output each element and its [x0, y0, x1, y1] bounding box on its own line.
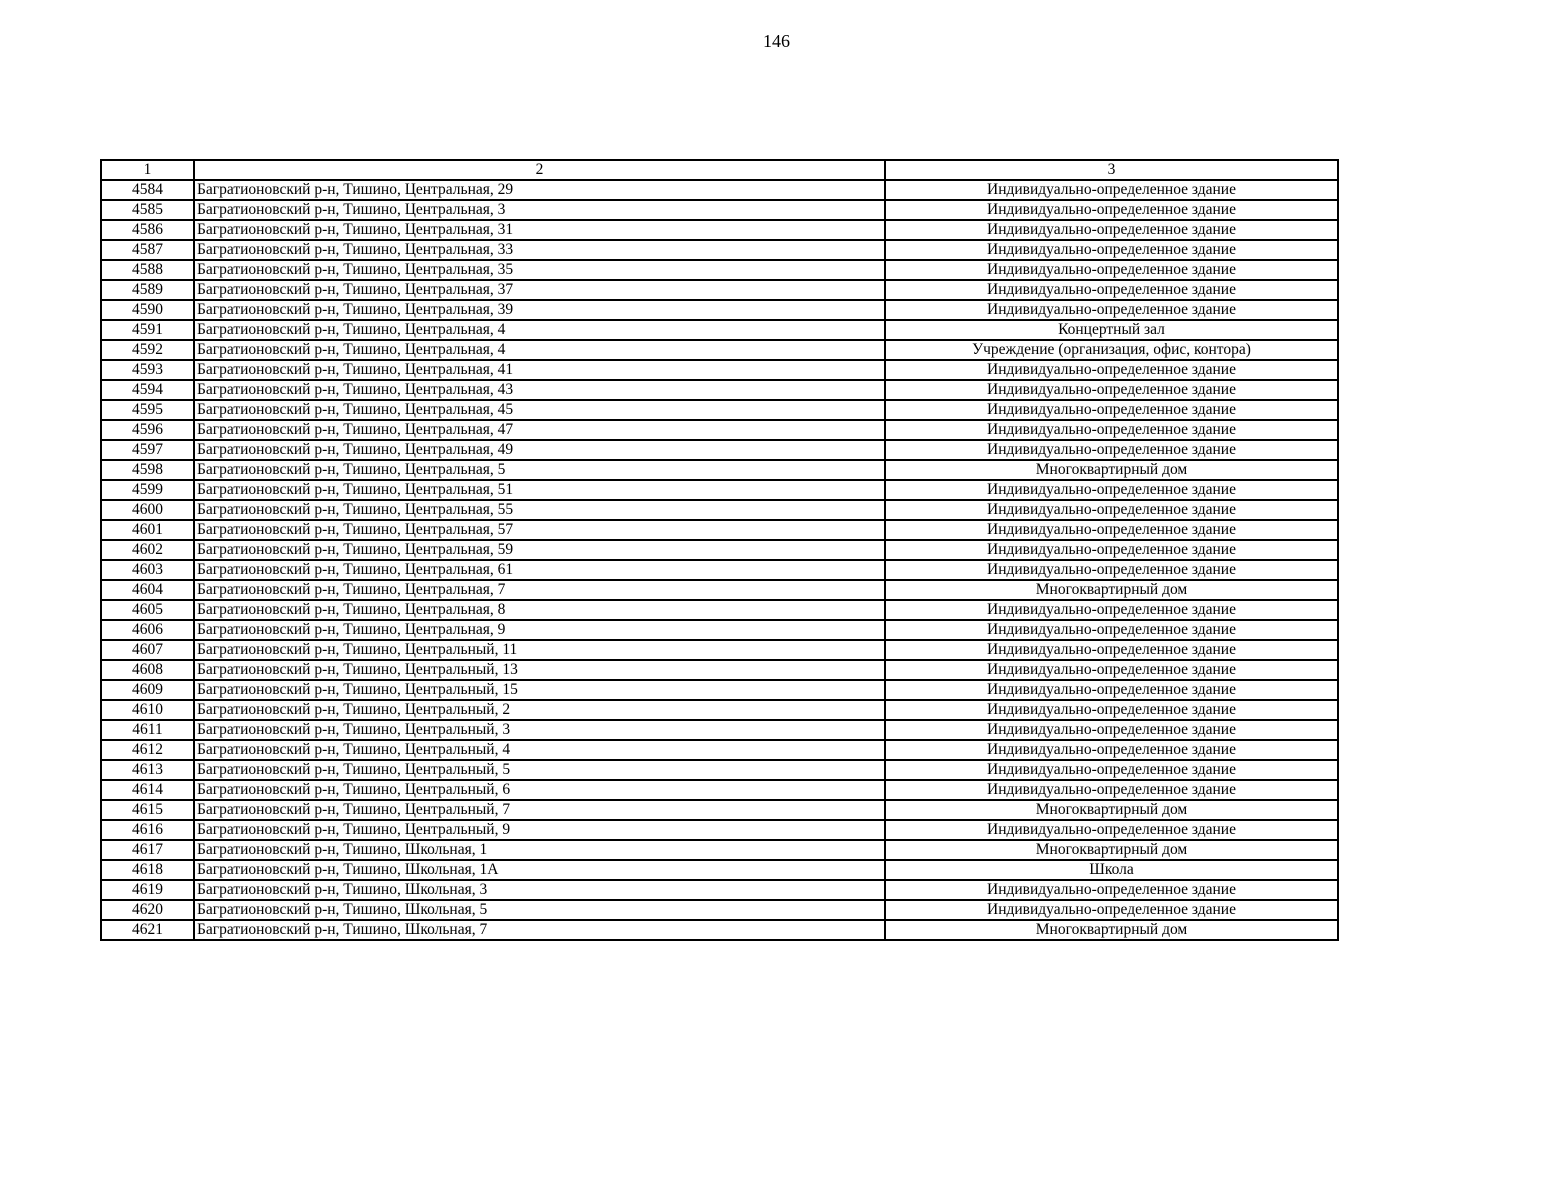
object-type-cell: Индивидуально-определенное здание [885, 640, 1338, 660]
address-cell: Багратионовский р-н, Тишино, Центральный, 11 [194, 640, 885, 660]
row-number-cell: 4616 [101, 820, 194, 840]
table-row [101, 340, 1338, 360]
row-number-cell: 4609 [101, 680, 194, 700]
table-row [101, 700, 1338, 720]
address-cell: Багратионовский р-н, Тишино, Школьная, 3 [194, 880, 885, 900]
table-row [101, 780, 1338, 800]
object-type-cell: Индивидуально-определенное здание [885, 760, 1338, 780]
address-cell: Багратионовский р-н, Тишино, Центральная, 35 [194, 260, 885, 280]
column-number-2: 2 [194, 160, 885, 180]
address-cell: Багратионовский р-н, Тишино, Центральная, 4 [194, 340, 885, 360]
row-number-cell: 4618 [101, 860, 194, 880]
row-number-cell: 4586 [101, 220, 194, 240]
row-number-cell: 4598 [101, 460, 194, 480]
address-cell: Багратионовский р-н, Тишино, Школьная, 5 [194, 900, 885, 920]
object-type-cell: Индивидуально-определенное здание [885, 420, 1338, 440]
row-number-cell: 4614 [101, 780, 194, 800]
table-row [101, 580, 1338, 600]
row-number-cell: 4584 [101, 180, 194, 200]
address-cell: Багратионовский р-н, Тишино, Центральная, 7 [194, 580, 885, 600]
table-row [101, 320, 1338, 340]
address-cell: Багратионовский р-н, Тишино, Центральная, 4 [194, 320, 885, 340]
row-number-cell: 4607 [101, 640, 194, 660]
row-number-cell: 4602 [101, 540, 194, 560]
address-cell: Багратионовский р-н, Тишино, Центральная, 59 [194, 540, 885, 560]
table-row [101, 800, 1338, 820]
object-type-cell: Индивидуально-определенное здание [885, 260, 1338, 280]
table-row [101, 720, 1338, 740]
object-type-cell: Индивидуально-определенное здание [885, 440, 1338, 460]
object-type-cell: Индивидуально-определенное здание [885, 200, 1338, 220]
table-row [101, 540, 1338, 560]
table-row [101, 760, 1338, 780]
address-cell: Багратионовский р-н, Тишино, Центральная, 39 [194, 300, 885, 320]
address-cell: Багратионовский р-н, Тишино, Центральная, 37 [194, 280, 885, 300]
table-row [101, 260, 1338, 280]
column-number-3: 3 [885, 160, 1338, 180]
object-type-cell: Индивидуально-определенное здание [885, 780, 1338, 800]
address-cell: Багратионовский р-н, Тишино, Центральная, 49 [194, 440, 885, 460]
address-cell: Багратионовский р-н, Тишино, Центральный, 5 [194, 760, 885, 780]
row-number-cell: 4587 [101, 240, 194, 260]
object-type-cell: Индивидуально-определенное здание [885, 700, 1338, 720]
row-number-cell: 4606 [101, 620, 194, 640]
address-cell: Багратионовский р-н, Тишино, Центральная, 45 [194, 400, 885, 420]
table-row [101, 740, 1338, 760]
row-number-cell: 4594 [101, 380, 194, 400]
object-type-cell: Многоквартирный дом [885, 460, 1338, 480]
table-row [101, 460, 1338, 480]
row-number-cell: 4619 [101, 880, 194, 900]
table-row [101, 360, 1338, 380]
object-type-cell: Индивидуально-определенное здание [885, 500, 1338, 520]
object-type-cell: Индивидуально-определенное здание [885, 480, 1338, 500]
table-row [101, 420, 1338, 440]
table-row [101, 400, 1338, 420]
row-number-cell: 4603 [101, 560, 194, 580]
table-row [101, 520, 1338, 540]
row-number-cell: 4610 [101, 700, 194, 720]
table-row [101, 380, 1338, 400]
address-cell: Багратионовский р-н, Тишино, Центральная, 9 [194, 620, 885, 640]
address-cell: Багратионовский р-н, Тишино, Школьная, 1 [194, 840, 885, 860]
column-number-1: 1 [101, 160, 194, 180]
address-cell: Багратионовский р-н, Тишино, Центральная, 8 [194, 600, 885, 620]
table-row [101, 600, 1338, 620]
object-type-cell: Индивидуально-определенное здание [885, 400, 1338, 420]
address-cell: Багратионовский р-н, Тишино, Центральная, 55 [194, 500, 885, 520]
row-number-cell: 4597 [101, 440, 194, 460]
address-cell: Багратионовский р-н, Тишино, Центральный, 6 [194, 780, 885, 800]
row-number-cell: 4620 [101, 900, 194, 920]
address-cell: Багратионовский р-н, Тишино, Центральный, 9 [194, 820, 885, 840]
object-type-cell: Индивидуально-определенное здание [885, 740, 1338, 760]
address-cell: Багратионовский р-н, Тишино, Центральная, 3 [194, 200, 885, 220]
address-cell: Багратионовский р-н, Тишино, Центральная, 33 [194, 240, 885, 260]
address-cell: Багратионовский р-н, Тишино, Центральный, 13 [194, 660, 885, 680]
object-type-cell: Индивидуально-определенное здание [885, 380, 1338, 400]
table-row [101, 180, 1338, 200]
row-number-cell: 4599 [101, 480, 194, 500]
object-type-cell: Индивидуально-определенное здание [885, 300, 1338, 320]
row-number-cell: 4617 [101, 840, 194, 860]
row-number-cell: 4612 [101, 740, 194, 760]
row-number-cell: 4615 [101, 800, 194, 820]
row-number-cell: 4593 [101, 360, 194, 380]
table-row [101, 220, 1338, 240]
object-type-cell: Индивидуально-определенное здание [885, 360, 1338, 380]
object-type-cell: Индивидуально-определенное здание [885, 660, 1338, 680]
table-row [101, 200, 1338, 220]
address-cell: Багратионовский р-н, Тишино, Центральная, 43 [194, 380, 885, 400]
table-row [101, 920, 1338, 940]
table-row [101, 440, 1338, 460]
object-type-cell: Индивидуально-определенное здание [885, 180, 1338, 200]
address-cell: Багратионовский р-н, Тишино, Школьная, 1А [194, 860, 885, 880]
address-cell: Багратионовский р-н, Тишино, Центральная, 61 [194, 560, 885, 580]
row-number-cell: 4595 [101, 400, 194, 420]
table-row [101, 640, 1338, 660]
table-row [101, 900, 1338, 920]
table-row [101, 300, 1338, 320]
address-cell: Багратионовский р-н, Тишино, Центральная, 47 [194, 420, 885, 440]
row-number-cell: 4585 [101, 200, 194, 220]
table-row [101, 860, 1338, 880]
row-number-cell: 4601 [101, 520, 194, 540]
object-type-cell: Индивидуально-определенное здание [885, 540, 1338, 560]
object-type-cell: Индивидуально-определенное здание [885, 820, 1338, 840]
object-type-cell: Индивидуально-определенное здание [885, 520, 1338, 540]
object-type-cell: Многоквартирный дом [885, 580, 1338, 600]
address-cell: Багратионовский р-н, Тишино, Центральная, 57 [194, 520, 885, 540]
object-type-cell: Индивидуально-определенное здание [885, 560, 1338, 580]
address-cell: Багратионовский р-н, Тишино, Центральная, 5 [194, 460, 885, 480]
object-type-cell: Многоквартирный дом [885, 840, 1338, 860]
address-cell: Багратионовский р-н, Тишино, Центральный, 3 [194, 720, 885, 740]
address-cell: Багратионовский р-н, Тишино, Центральный, 2 [194, 700, 885, 720]
row-number-cell: 4589 [101, 280, 194, 300]
table-row [101, 620, 1338, 640]
row-number-cell: 4605 [101, 600, 194, 620]
address-cell: Багратионовский р-н, Тишино, Школьная, 7 [194, 920, 885, 940]
object-type-cell: Индивидуально-определенное здание [885, 880, 1338, 900]
table-row [101, 660, 1338, 680]
row-number-cell: 4591 [101, 320, 194, 340]
table-row [101, 840, 1338, 860]
row-number-cell: 4590 [101, 300, 194, 320]
row-number-cell: 4611 [101, 720, 194, 740]
row-number-cell: 4613 [101, 760, 194, 780]
registry-table [100, 159, 1339, 941]
table-row [101, 240, 1338, 260]
page-number: 146 [763, 31, 790, 51]
object-type-cell: Индивидуально-определенное здание [885, 900, 1338, 920]
table-row [101, 680, 1338, 700]
address-cell: Багратионовский р-н, Тишино, Центральный, 4 [194, 740, 885, 760]
object-type-cell: Индивидуально-определенное здание [885, 720, 1338, 740]
object-type-cell: Многоквартирный дом [885, 920, 1338, 940]
object-type-cell: Школа [885, 860, 1338, 880]
address-cell: Багратионовский р-н, Тишино, Центральная, 41 [194, 360, 885, 380]
object-type-cell: Многоквартирный дом [885, 800, 1338, 820]
row-number-cell: 4596 [101, 420, 194, 440]
row-number-cell: 4588 [101, 260, 194, 280]
object-type-cell: Индивидуально-определенное здание [885, 600, 1338, 620]
address-cell: Багратионовский р-н, Тишино, Центральная, 29 [194, 180, 885, 200]
object-type-cell: Индивидуально-определенное здание [885, 240, 1338, 260]
table-row [101, 280, 1338, 300]
address-cell: Багратионовский р-н, Тишино, Центральная, 31 [194, 220, 885, 240]
table-row [101, 560, 1338, 580]
row-number-cell: 4600 [101, 500, 194, 520]
address-cell: Багратионовский р-н, Тишино, Центральный, 15 [194, 680, 885, 700]
address-cell: Багратионовский р-н, Тишино, Центральная, 51 [194, 480, 885, 500]
object-type-cell: Индивидуально-определенное здание [885, 220, 1338, 240]
object-type-cell: Индивидуально-определенное здание [885, 680, 1338, 700]
object-type-cell: Индивидуально-определенное здание [885, 620, 1338, 640]
address-cell: Багратионовский р-н, Тишино, Центральный, 7 [194, 800, 885, 820]
row-number-cell: 4592 [101, 340, 194, 360]
table-row [101, 880, 1338, 900]
registry-table-body [101, 160, 1338, 940]
row-number-cell: 4608 [101, 660, 194, 680]
table-row [101, 480, 1338, 500]
object-type-cell: Учреждение (организация, офис, контора) [885, 340, 1338, 360]
table-row [101, 820, 1338, 840]
row-number-cell: 4621 [101, 920, 194, 940]
object-type-cell: Индивидуально-определенное здание [885, 280, 1338, 300]
column-number-row [101, 160, 1338, 180]
row-number-cell: 4604 [101, 580, 194, 600]
table-row [101, 500, 1338, 520]
object-type-cell: Концертный зал [885, 320, 1338, 340]
